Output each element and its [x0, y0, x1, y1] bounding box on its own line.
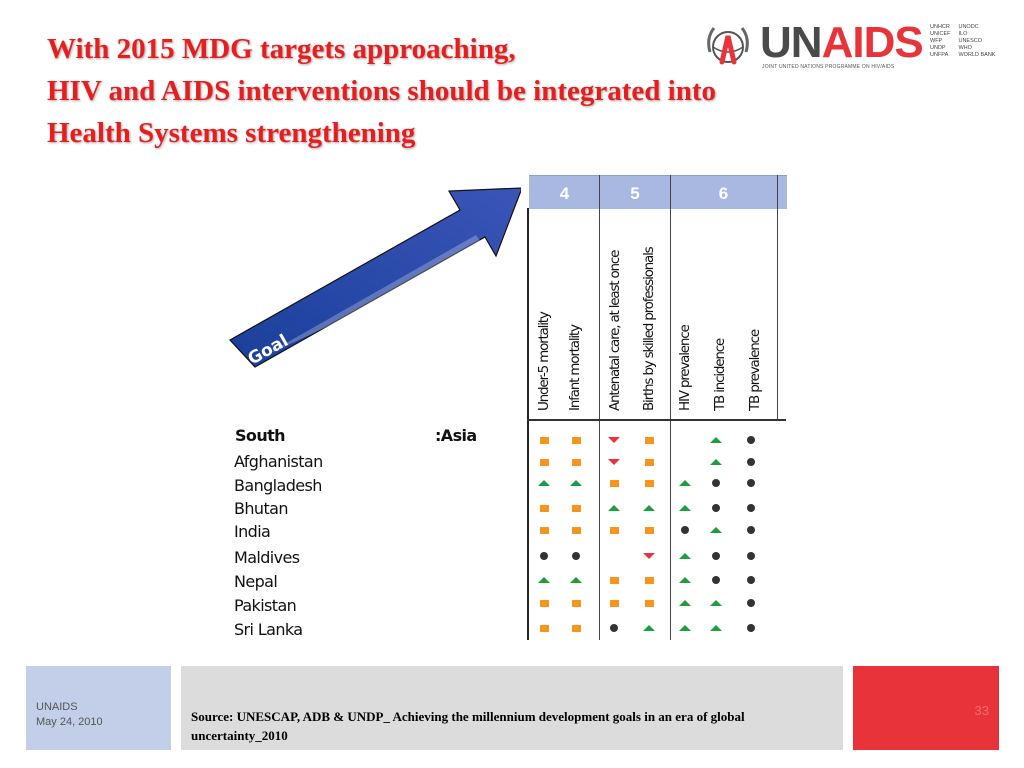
indicator-skilled-births: Births by skilled professionals — [641, 247, 657, 411]
on-track-square-icon — [645, 437, 654, 444]
improving-triangle-icon — [710, 527, 722, 533]
improving-triangle-icon — [679, 480, 691, 486]
un-emblem-icon — [702, 22, 754, 72]
on-track-square-icon — [540, 527, 549, 534]
indicator-infant-mortality: Infant mortality — [567, 325, 583, 411]
no-progress-dot-icon — [540, 552, 548, 560]
indicator-antenatal-care: Antenatal care, at least once — [607, 250, 623, 411]
on-track-square-icon — [645, 459, 654, 466]
improving-triangle-icon — [679, 553, 691, 559]
col-divider-3 — [777, 175, 778, 420]
footer-page-panel — [853, 666, 999, 750]
improving-triangle-icon — [538, 480, 550, 486]
country-pakistan: Pakistan — [234, 596, 297, 615]
on-track-square-icon — [540, 600, 549, 607]
footer-org-panel — [26, 666, 171, 750]
country-bangladesh: Bangladesh — [234, 476, 322, 495]
no-progress-dot-icon — [572, 552, 580, 560]
no-progress-dot-icon — [747, 576, 755, 584]
on-track-square-icon — [645, 527, 654, 534]
no-progress-dot-icon — [681, 526, 689, 534]
no-progress-dot-icon — [747, 479, 755, 487]
table-left-border — [527, 208, 529, 640]
cosponsor-col-2: UNODC ILO UNESCO WHO WORLD BANK — [958, 24, 996, 58]
on-track-square-icon — [645, 600, 654, 607]
on-track-square-icon — [572, 600, 581, 607]
col-divider-2 — [670, 175, 671, 640]
improving-triangle-icon — [570, 577, 582, 583]
on-track-square-icon — [572, 625, 581, 632]
goal-header-5: 5 — [630, 184, 640, 203]
improving-triangle-icon — [643, 625, 655, 631]
improving-triangle-icon — [710, 437, 722, 443]
improving-triangle-icon — [710, 625, 722, 631]
regressing-triangle-icon — [608, 437, 620, 443]
no-progress-dot-icon — [610, 624, 618, 632]
header-bottom-rule — [527, 419, 786, 421]
improving-triangle-icon — [643, 505, 655, 511]
on-track-square-icon — [610, 480, 619, 487]
region-label-suffix: :Asia — [435, 426, 477, 445]
footer-date: May 24, 2010 — [36, 716, 103, 728]
goal-header-6: 6 — [718, 184, 729, 203]
no-progress-dot-icon — [712, 552, 720, 560]
goal-header-row — [529, 175, 787, 209]
on-track-square-icon — [572, 437, 581, 444]
improving-triangle-icon — [679, 577, 691, 583]
country-sri-lanka: Sri Lanka — [234, 620, 303, 639]
improving-triangle-icon — [679, 505, 691, 511]
no-progress-dot-icon — [747, 552, 755, 560]
indicator-tb-incidence: TB incidence — [712, 338, 728, 411]
unaids-wordmark: UNAIDS — [760, 18, 923, 67]
indicator-tb-prevalence: TB prevalence — [747, 330, 763, 411]
footer-source-panel — [181, 666, 843, 750]
logo-tagline: JOINT UNITED NATIONS PROGRAMME ON HIV/AIDS — [762, 64, 895, 70]
title-line-2: HIV and AIDS interventions should be integrated into — [47, 75, 716, 107]
on-track-square-icon — [540, 437, 549, 444]
goal-header-4: 4 — [559, 184, 570, 203]
on-track-square-icon — [645, 577, 654, 584]
footer-org: UNAIDS — [36, 701, 78, 713]
country-nepal: Nepal — [234, 572, 278, 591]
on-track-square-icon — [572, 527, 581, 534]
no-progress-dot-icon — [747, 526, 755, 534]
no-progress-dot-icon — [747, 458, 755, 466]
improving-triangle-icon — [679, 625, 691, 631]
no-progress-dot-icon — [712, 576, 720, 584]
footer-source: Source: UNESCAP, ADB & UNDP_ Achieving the millennium development goals in an era of global uncertainty_2010 — [191, 709, 745, 743]
title-line-1: With 2015 MDG targets approaching, — [47, 33, 516, 65]
improving-triangle-icon — [710, 459, 722, 465]
no-progress-dot-icon — [712, 479, 720, 487]
indicator-under5-mortality: Under-5 mortality — [536, 312, 552, 411]
title-line-3: Health Systems strengthening — [47, 117, 416, 149]
cosponsor-col-1: UNHCR UNICEF WFP UNDP UNFPA — [930, 24, 951, 58]
page-number: 33 — [974, 703, 989, 718]
improving-triangle-icon — [608, 505, 620, 511]
on-track-square-icon — [572, 459, 581, 466]
region-label: South — [235, 426, 285, 445]
no-progress-dot-icon — [747, 504, 755, 512]
on-track-square-icon — [610, 600, 619, 607]
on-track-square-icon — [572, 505, 581, 512]
indicator-hiv-prevalence: HIV prevalence — [677, 325, 693, 411]
no-progress-dot-icon — [712, 504, 720, 512]
country-bhutan: Bhutan — [234, 499, 288, 518]
regressing-triangle-icon — [608, 459, 620, 465]
on-track-square-icon — [540, 505, 549, 512]
on-track-square-icon — [610, 577, 619, 584]
no-progress-dot-icon — [747, 624, 755, 632]
country-india: India — [234, 522, 271, 541]
country-maldives: Maldives — [234, 548, 300, 567]
no-progress-dot-icon — [747, 436, 755, 444]
goal-label: Goal — [244, 330, 292, 370]
col-divider-1 — [599, 175, 600, 640]
on-track-square-icon — [645, 480, 654, 487]
no-progress-dot-icon — [747, 599, 755, 607]
goal-arrow — [220, 170, 530, 380]
unaids-logo — [702, 18, 1002, 72]
on-track-square-icon — [610, 527, 619, 534]
improving-triangle-icon — [679, 600, 691, 606]
on-track-square-icon — [540, 625, 549, 632]
improving-triangle-icon — [538, 577, 550, 583]
cosponsor-list — [930, 24, 995, 59]
regressing-triangle-icon — [643, 553, 655, 559]
on-track-square-icon — [540, 459, 549, 466]
country-afghanistan: Afghanistan — [234, 452, 323, 471]
improving-triangle-icon — [570, 480, 582, 486]
improving-triangle-icon — [710, 600, 722, 606]
